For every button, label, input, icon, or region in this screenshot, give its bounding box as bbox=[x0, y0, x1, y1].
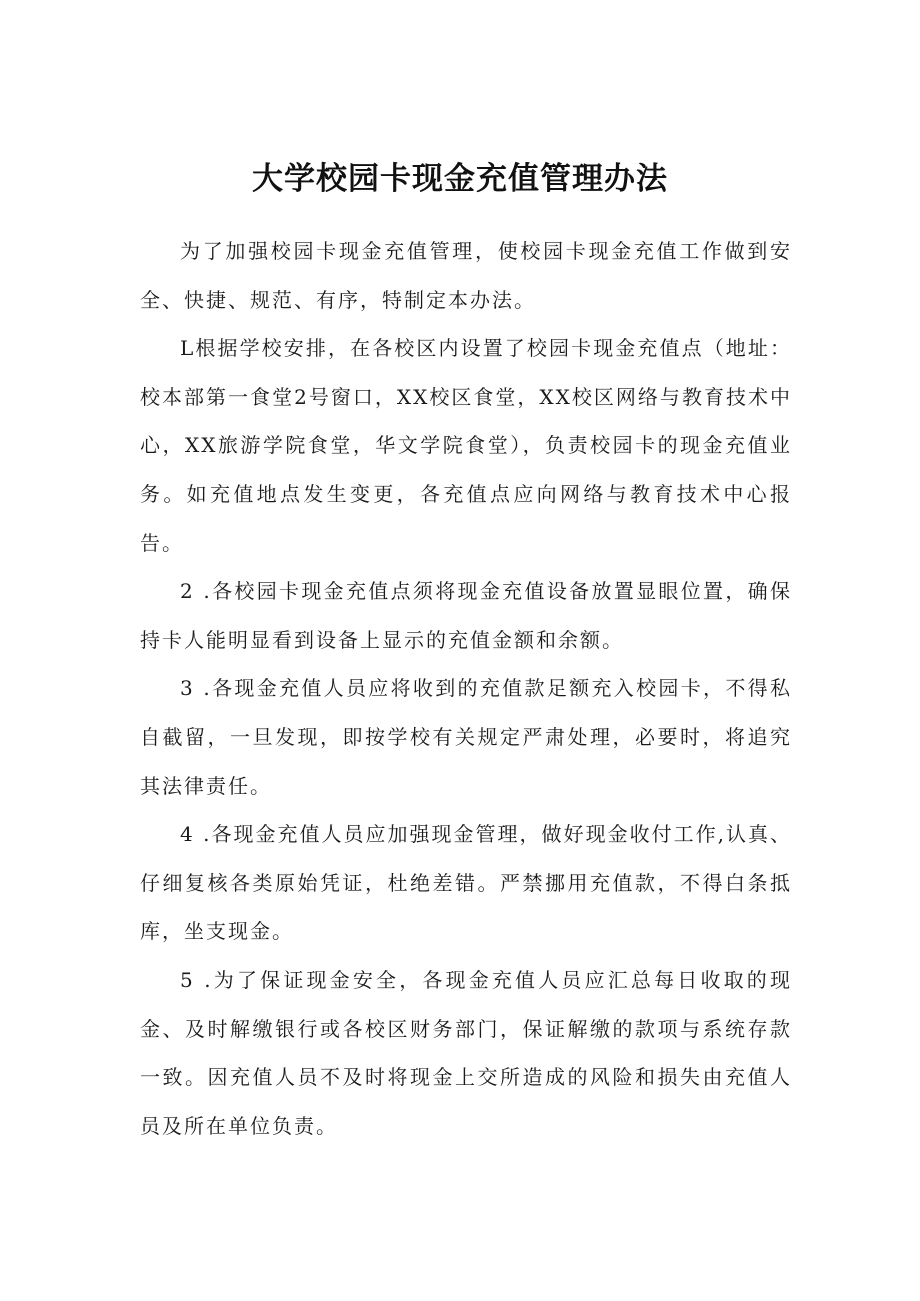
paragraph-item-5: 5 .为了保证现金安全，各现金充值人员应汇总每日收取的现金、及时解缴银行或各校区财务部门，保证解缴的款项与系统存款一致。因充值人员不及时将现金上交所造成的风险和损失由充值人员及所在单位负责。 bbox=[140, 967, 792, 1138]
paragraph-intro: 为了加强校园卡现金充值管理，使校园卡现金充值工作做到安全、快捷、规范、有序，特制定本办法。 bbox=[140, 239, 792, 312]
paragraph-item-2: 2 .各校园卡现金充值点须将现金充值设备放置显眼位置，确保持卡人能明显看到设备上显示的充值金额和余额。 bbox=[140, 579, 792, 652]
document-title: 大学校园卡现金充值管理办法 bbox=[252, 160, 668, 197]
document-body bbox=[140, 227, 792, 1150]
paragraph-item-1: L根据学校安排，在各校区内设置了校园卡现金充值点（地址：校本部第一食堂2号窗口，XX校区食堂，XX校区网络与教育技术中心，XX旅游学院食堂，华文学院食堂），负责校园卡的现金充值业务。如充值地点发生变更，各充值点应向网络与教育技术中心报告。 bbox=[140, 336, 792, 555]
paragraph-item-4: 4 .各现金充值人员应加强现金管理，做好现金收付工作,认真、仔细复核各类原始凭证，杜绝差错。严禁挪用充值款，不得白条抵库，坐支现金。 bbox=[140, 822, 792, 944]
paragraph-item-3: 3 .各现金充值人员应将收到的充值款足额充入校园卡，不得私自截留，一旦发现，即按学校有关规定严肃处理，必要时，将追究其法律责任。 bbox=[140, 676, 792, 798]
